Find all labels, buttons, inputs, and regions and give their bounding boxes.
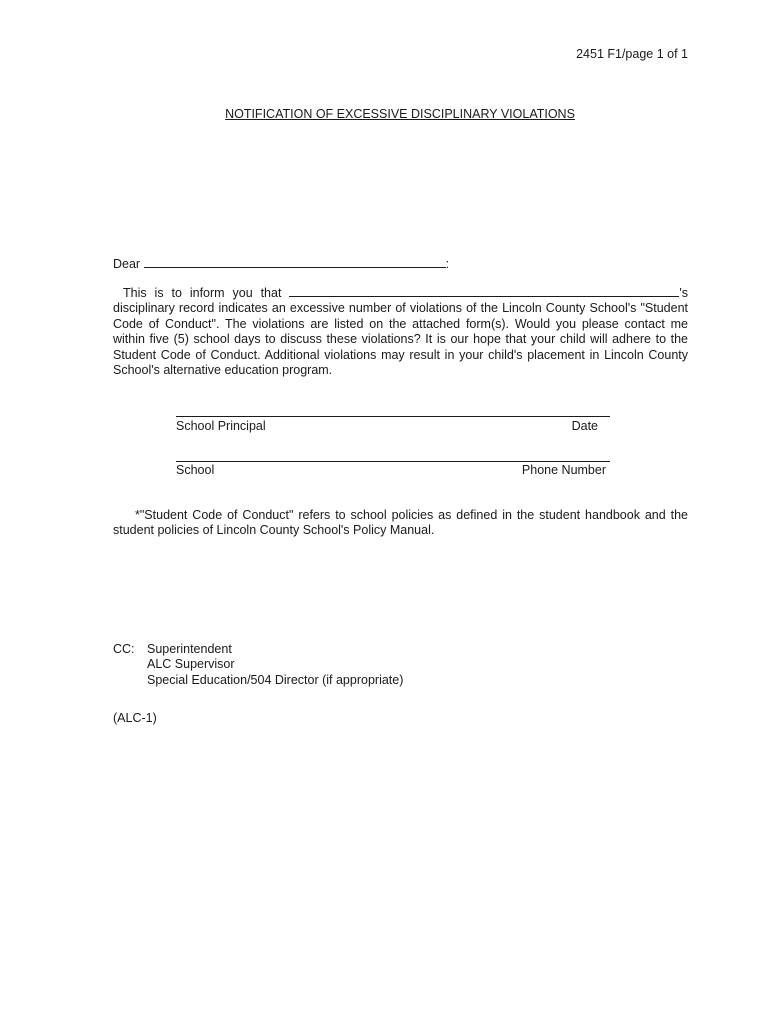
date-label: Date	[571, 419, 598, 433]
intro-text: This is to inform you that	[123, 286, 282, 300]
possessive-suffix: 's	[679, 286, 688, 300]
school-label: School	[176, 463, 215, 477]
document-title: NOTIFICATION OF EXCESSIVE DISCIPLINARY VIOLATIONS	[225, 107, 575, 121]
cc-recipient: Special Education/504 Director (if appropriate)	[147, 672, 404, 687]
parent-name-blank[interactable]	[144, 255, 446, 268]
letter-body	[113, 284, 688, 378]
page-reference: 2451 F1/page 1 of 1	[576, 47, 688, 61]
salutation-text: Dear	[113, 257, 141, 271]
salutation-line	[113, 255, 449, 271]
student-name-blank[interactable]	[289, 284, 679, 297]
principal-label: School Principal	[176, 419, 266, 433]
cc-first-line	[113, 642, 403, 657]
principal-signature-line[interactable]	[176, 416, 610, 417]
phone-label: Phone Number	[521, 463, 606, 477]
body-text: disciplinary record indicates an excessive number of violations of the Lincoln County School's "Student Code of Conduct". The violations are listed on the attached form(s). Would you please contact me within five (5) school days to discuss these violations? It is our hope that your child will adhere to the Student Code of Conduct. Additional violations may result in your child's placement in Lincoln County School's alternative education program.	[113, 301, 688, 378]
footnote-text: *"Student Code of Conduct" refers to school policies as defined in the student handbook and the student policies of Lincoln County School's Policy Manual.	[113, 508, 688, 538]
cc-recipient: ALC Supervisor	[147, 657, 235, 672]
cc-block	[113, 642, 403, 688]
cc-label: CC:	[113, 642, 135, 656]
school-signature-line[interactable]	[176, 461, 610, 462]
salutation-colon: :	[445, 257, 450, 271]
footnote	[113, 508, 688, 539]
cc-recipient: Superintendent	[147, 642, 232, 656]
form-code: (ALC-1)	[113, 711, 157, 725]
